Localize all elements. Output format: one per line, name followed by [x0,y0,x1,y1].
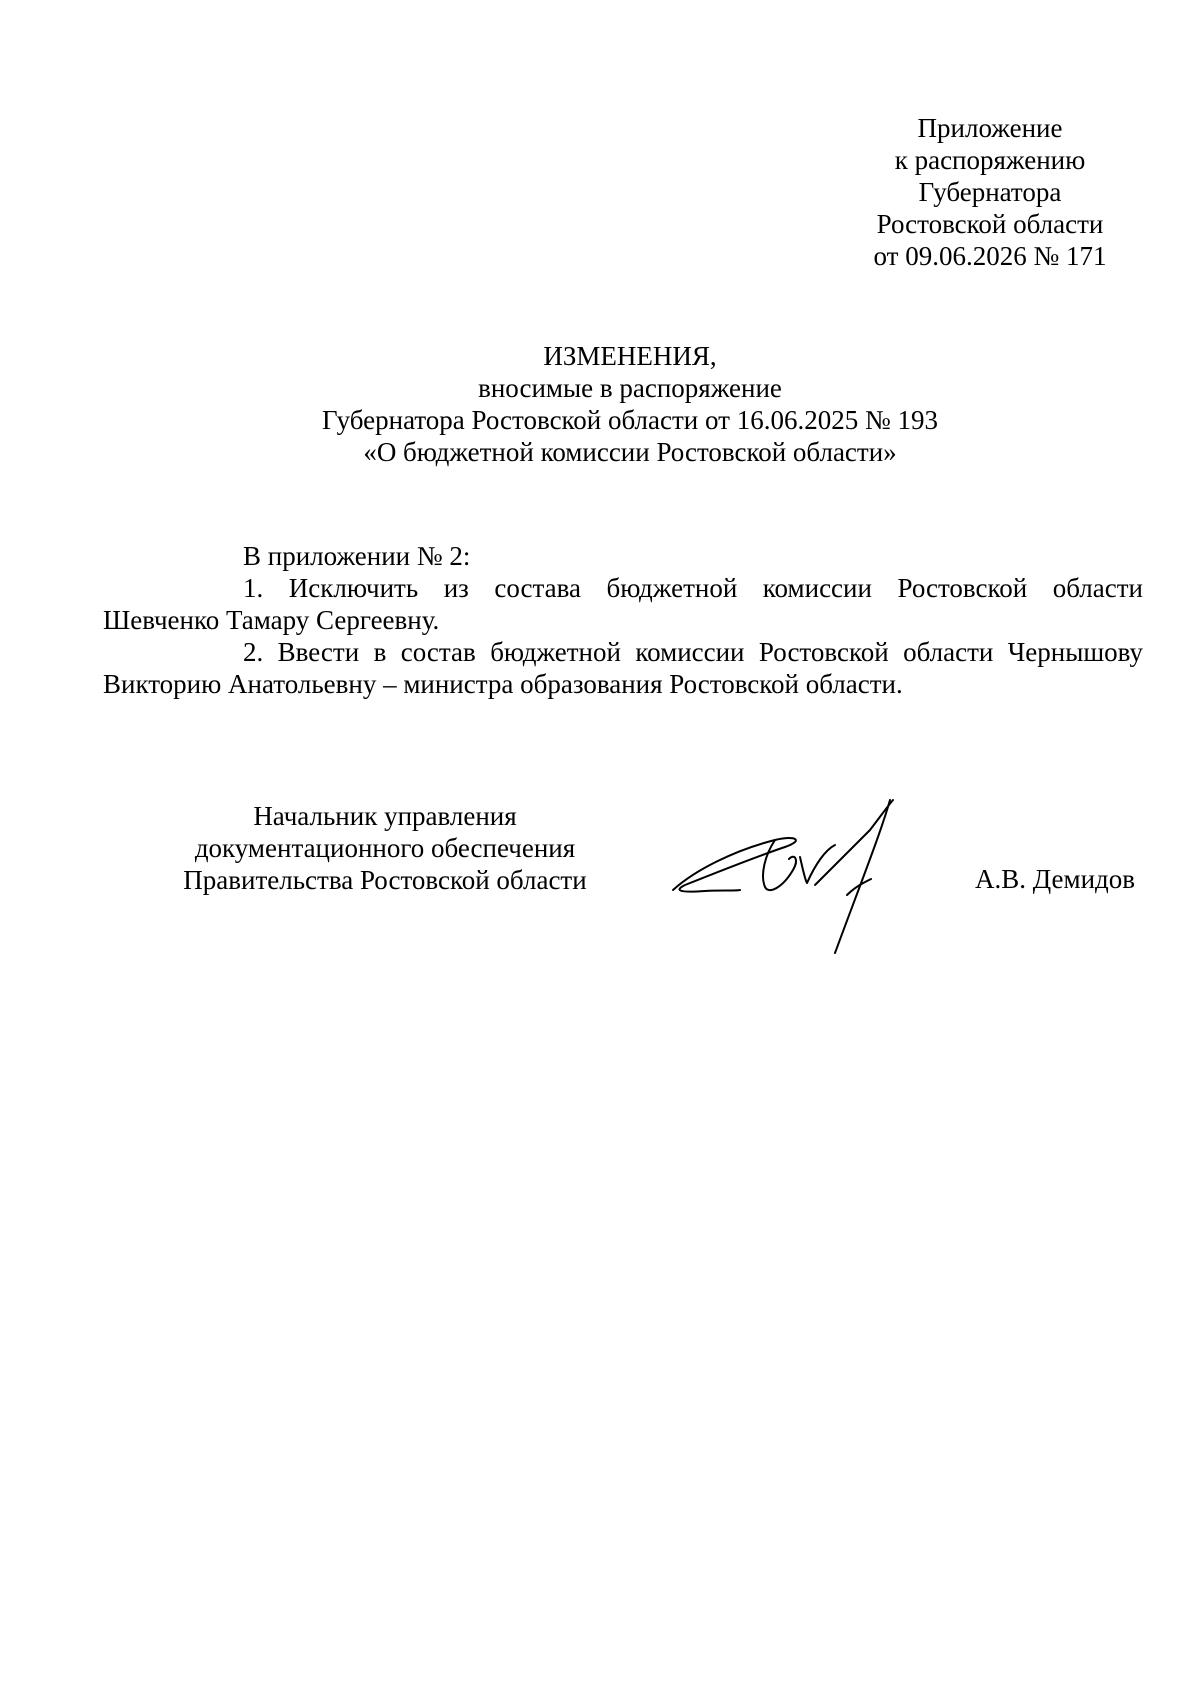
document-title [150,340,1110,468]
appendix-line-1: Приложение [917,113,1063,143]
appendix-line-4: Ростовской области [876,209,1104,239]
signer-position [170,800,600,896]
item-1-line-1: 1. Исключить из состава бюджетной комиссии Ростовской области [243,573,1143,603]
signer-position-line-1: Начальник управления [253,801,517,831]
body-item-1 [103,572,1143,636]
title-line-2: вносимые в распоряжение [478,373,782,403]
item-2-line-1: 2. Ввести в состав бюджетной комиссии Ростовской области Чернышову [243,637,1143,667]
document-body [103,540,1143,700]
appendix-header [830,112,1150,272]
appendix-line-5: от 09.06.2026 № 171 [873,241,1107,271]
appendix-line-2: к распоряжению [894,145,1086,175]
title-line-4: «О бюджетной комиссии Ростовской области» [363,437,897,467]
signer-position-line-2: документационного обеспечения [194,833,576,863]
title-heading: ИЗМЕНЕНИЯ, [543,341,717,371]
item-1-line-2: Шевченко Тамару Сергеевну. [103,605,440,635]
body-item-2 [103,636,1143,700]
item-2-line-2: Викторию Анатольевну – министра образования Ростовской области. [103,669,903,699]
body-intro: В приложении № 2: [243,541,471,571]
appendix-line-3: Губернатора [918,177,1062,207]
handwritten-signature [665,795,965,955]
signer-name: А.В. Демидов [975,864,1136,894]
title-line-3: Губернатора Ростовской области от 16.06.2025 № 193 [322,405,938,435]
signer-position-line-3: Правительства Ростовской области [183,865,587,895]
